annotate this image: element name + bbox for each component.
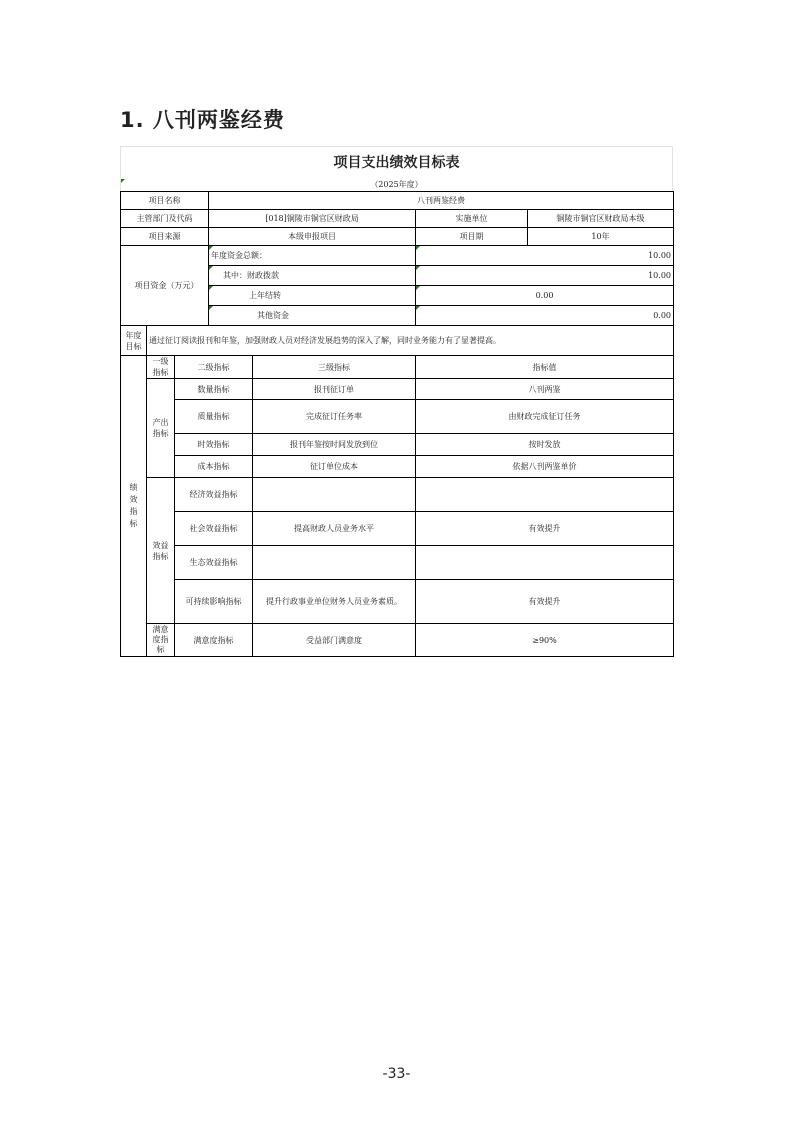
funds-carry-value — [416, 286, 674, 306]
project-name-value: 八刊两鉴经费 — [209, 192, 674, 210]
cell-marker-icon — [416, 246, 420, 250]
social-item: 提高财政人员业务水平 — [253, 512, 416, 546]
quality-value: 由财政完成征订任务 — [416, 400, 674, 434]
table-row — [121, 246, 674, 266]
table-row — [121, 326, 674, 356]
table-row — [121, 379, 674, 400]
goal-value: 通过征订阅读报刊和年鉴，加强财政人员对经济发展趋势的深入了解，同时业务能力有了显著提高。 — [147, 326, 674, 356]
table-row — [121, 400, 674, 434]
impl-value: 铜陵市铜官区财政局本级 — [528, 210, 674, 228]
sustainable-item: 提升行政事业单位财务人员业务素质。 — [253, 580, 416, 624]
funds-total-label — [209, 246, 416, 266]
goal-label-text: 年度目标 — [125, 330, 142, 351]
social-value: 有效提升 — [416, 512, 674, 546]
funds-table — [120, 245, 674, 326]
table-row — [121, 580, 674, 624]
quality-item: 完成征订任务率 — [253, 400, 416, 434]
sustainable-label: 可持续影响指标 — [175, 580, 253, 624]
benefit-indicators-label-text: 效益指标 — [152, 540, 169, 561]
funds-other-label-text: 其他资金 — [257, 311, 289, 320]
cell-marker-icon — [209, 286, 213, 290]
cell-marker-icon — [416, 286, 420, 290]
satisfaction-label: 满意度指标 — [175, 624, 253, 657]
table-row — [121, 456, 674, 478]
quality-label: 质量指标 — [175, 400, 253, 434]
table-row — [121, 624, 674, 657]
ecological-item — [253, 546, 416, 580]
table-row — [121, 512, 674, 546]
timeliness-label: 时效指标 — [175, 434, 253, 456]
goal-table — [120, 325, 674, 356]
table-row — [121, 356, 674, 379]
table-title: 项目支出绩效目标表 — [120, 146, 673, 179]
quantity-value: 八刊两鉴 — [416, 379, 674, 400]
cell-marker-icon — [209, 306, 213, 310]
table-row — [121, 434, 674, 456]
funds-carry-label-text: 上年结转 — [249, 291, 281, 300]
sustainable-value: 有效提升 — [416, 580, 674, 624]
indicators-main-label — [121, 356, 147, 657]
timeliness-value: 按时发放 — [416, 434, 674, 456]
header-level3: 三级指标 — [253, 356, 416, 379]
satisfaction-value: ≥90% — [416, 624, 674, 657]
cost-label: 成本指标 — [175, 456, 253, 478]
dept-label: 主管部门及代码 — [121, 210, 209, 228]
funds-other-value-text: 0.00 — [653, 311, 671, 320]
header-level1-text: 一级指标 — [152, 357, 169, 377]
funds-total-value — [416, 246, 674, 266]
period-value: 10年 — [528, 228, 674, 246]
timeliness-item: 报刊年鉴按时间发放到位 — [253, 434, 416, 456]
cell-marker-icon — [121, 179, 125, 183]
funds-fiscal-value — [416, 266, 674, 286]
header-level2: 二级指标 — [175, 356, 253, 379]
info-table — [120, 191, 674, 246]
funds-carry-label — [209, 286, 416, 306]
source-label: 项目来源 — [121, 228, 209, 246]
satisfaction-indicators-label — [147, 624, 175, 657]
table-row — [121, 192, 674, 210]
period-label: 项目期 — [416, 228, 528, 246]
economic-value — [416, 478, 674, 512]
project-name-label: 项目名称 — [121, 192, 209, 210]
cell-marker-icon — [416, 306, 420, 310]
satisfaction-item: 受益部门满意度 — [253, 624, 416, 657]
funds-other-value — [416, 306, 674, 326]
header-level1 — [147, 356, 175, 379]
output-indicators-label-text: 产出指标 — [152, 418, 169, 438]
table-row — [121, 478, 674, 512]
social-label: 社会效益指标 — [175, 512, 253, 546]
goal-label — [121, 326, 147, 356]
dept-value: [018]铜陵市铜官区财政局 — [209, 210, 416, 228]
benefit-indicators-label — [147, 478, 175, 624]
ecological-label: 生态效益指标 — [175, 546, 253, 580]
table-row — [121, 228, 674, 246]
quantity-label: 数量指标 — [175, 379, 253, 400]
funds-fiscal-label-text: 其中：财政拨款 — [223, 271, 279, 280]
funds-label — [121, 246, 209, 326]
satisfaction-indicators-label-text: 满意度指标 — [152, 625, 169, 654]
indicators-main-label-text: 绩效指标 — [129, 483, 138, 528]
funds-total-value-text: 10.00 — [648, 251, 671, 260]
cost-value: 依据八刊两鉴单价 — [416, 456, 674, 478]
cell-marker-icon — [416, 266, 420, 270]
performance-table-sheet — [120, 146, 673, 657]
section-heading: 1. 八刊两鉴经费 — [120, 108, 285, 132]
funds-total-label-text: 年度资金总额： — [211, 251, 267, 260]
cell-marker-icon — [209, 266, 213, 270]
cost-item: 征订单位成本 — [253, 456, 416, 478]
funds-label-text: 项目资金（万元） — [134, 281, 199, 290]
economic-label: 经济效益指标 — [175, 478, 253, 512]
funds-carry-value-text: 0.00 — [535, 291, 554, 300]
ecological-value — [416, 546, 674, 580]
source-value: 本级申报项目 — [209, 228, 416, 246]
page-number: -33- — [382, 1066, 411, 1082]
table-year — [120, 179, 673, 191]
output-indicators-label — [147, 379, 175, 478]
quantity-item: 报刊征订单 — [253, 379, 416, 400]
header-value: 指标值 — [416, 356, 674, 379]
table-year-text: （2025年度） — [370, 180, 423, 189]
funds-other-label — [209, 306, 416, 326]
impl-label: 实施单位 — [416, 210, 528, 228]
cell-marker-icon — [209, 246, 213, 250]
funds-fiscal-label — [209, 266, 416, 286]
economic-item — [253, 478, 416, 512]
funds-fiscal-value-text: 10.00 — [648, 271, 671, 280]
indicators-table — [120, 355, 674, 657]
table-row — [121, 546, 674, 580]
table-row — [121, 210, 674, 228]
